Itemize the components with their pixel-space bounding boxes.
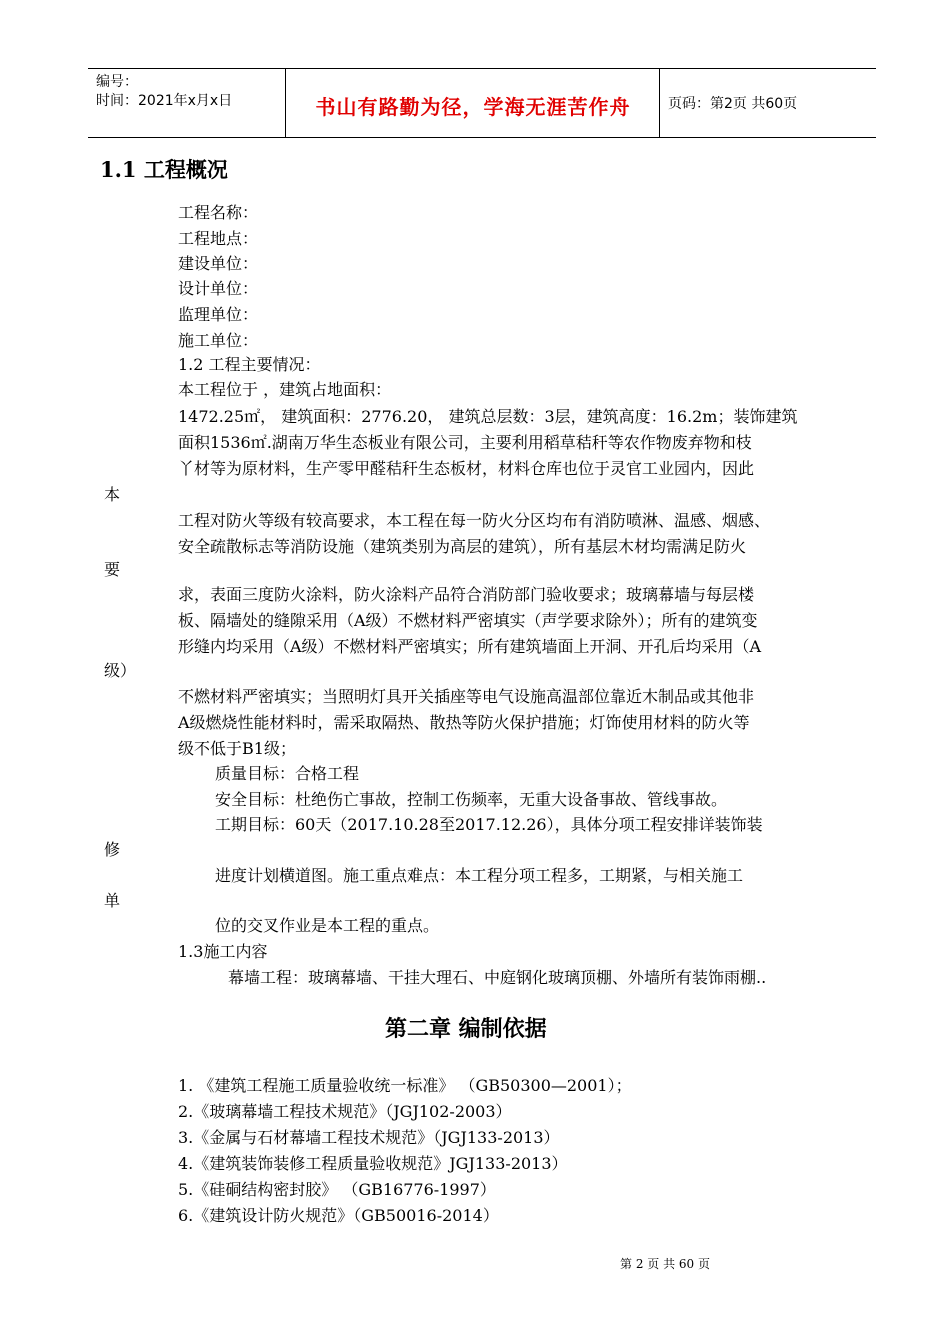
body-line: 板、隔墙处的缝隙采用（A级）不燃材料严密填实（声学要求除外）；所有的建筑变: [178, 611, 758, 630]
reference-item: 1. 《建筑工程施工质量验收统一标准》 （GB50300—2001）；: [178, 1076, 632, 1095]
header-code-label: 编号：: [96, 74, 138, 90]
header-motto-cell: [286, 69, 660, 137]
goal-quality: 质量目标：合格工程: [215, 764, 360, 783]
header-time-label: 时间：2021年x月x日: [96, 93, 233, 109]
field-designer: 设计单位：: [178, 279, 259, 298]
body-line: 丫材等为原材料，生产零甲醛秸秆生态板材，材料仓库也位于灵官工业园内，因此: [178, 459, 755, 478]
body-line: 幕墙工程：玻璃幕墙、干挂大理石、中庭钢化玻璃顶棚、外墙所有装饰雨棚..: [228, 968, 767, 987]
margin-char: 级）: [104, 661, 137, 680]
body-line: 面积1536㎡.湖南万华生态板业有限公司，主要利用稻草秸秆等农作物废弃物和枝: [178, 433, 752, 452]
header-page-cell: [660, 69, 876, 137]
reference-item: 4.《建筑装饰装修工程质量验收规范》JGJ133-2013）: [178, 1154, 568, 1173]
goal-safety: 安全目标：杜绝伤亡事故，控制工伤频率，无重大设备事故、管线事故。: [215, 790, 728, 809]
footer-page-number: 第 2 页 共 60 页: [620, 1257, 710, 1271]
chapter-heading: 第二章 编制依据: [385, 1016, 547, 1042]
reference-item: 5.《硅硐结构密封胶》 （GB16776-1997）: [178, 1180, 496, 1199]
subheading-1-2: 1.2 工程主要情况：: [178, 355, 321, 374]
body-line: 不燃材料严密填实；当照明灯具开关插座等电气设施高温部位靠近木制品或其他非: [178, 687, 755, 706]
field-contractor: 施工单位：: [178, 331, 259, 350]
subheading-1-3: 1.3施工内容: [178, 942, 268, 961]
section-heading-1-1: 1.1 工程概况: [100, 157, 228, 182]
body-line: 工程对防火等级有较高要求，本工程在每一防火分区均布有消防喷淋、温感、烟感、: [178, 511, 771, 530]
body-line: 安全疏散标志等消防设施（建筑类别为高层的建筑），所有基层木材均需满足防火: [178, 537, 747, 556]
field-supervisor: 监理单位：: [178, 305, 259, 324]
margin-char: 本: [104, 485, 121, 504]
reference-item: 6.《建筑设计防火规范》（GB50016-2014）: [178, 1206, 499, 1225]
body-line: 形缝内均采用（A级）不燃材料严密填实；所有建筑墙面上开洞、开孔后均采用（A: [178, 637, 762, 656]
body-line: 求，表面三度防火涂料，防火涂料产品符合消防部门验收要求；玻璃幕墙与每层楼: [178, 585, 755, 604]
margin-char: 修: [104, 840, 121, 859]
field-owner: 建设单位：: [178, 254, 259, 273]
margin-char: 单: [104, 891, 121, 910]
body-line: A级燃烧性能材料时，需采取隔热、散热等防火保护措施；灯饰使用材料的防火等: [178, 713, 750, 732]
body-line: 1472.25㎡， 建筑面积：2776.20， 建筑总层数：3层，建筑高度：16.2m；装饰建筑: [178, 407, 798, 426]
body-line: 级不低于B1级；: [178, 739, 296, 758]
header-motto: 书山有路勤为径，学海无涯苦作舟: [315, 95, 631, 119]
body-line: 进度计划横道图。施工重点难点：本工程分项工程多，工期紧，与相关施工: [215, 866, 744, 885]
field-project-name: 工程名称：: [178, 203, 259, 222]
body-line: 位的交叉作业是本工程的重点。: [215, 916, 440, 935]
page-header: [88, 68, 876, 138]
reference-item: 3.《金属与石材幕墙工程技术规范》（JGJ133-2013）: [178, 1128, 560, 1147]
header-info-cell: [88, 69, 286, 137]
reference-item: 2.《玻璃幕墙工程技术规范》（JGJ102-2003）: [178, 1102, 512, 1121]
margin-char: 要: [104, 560, 121, 579]
body-line: 本工程位于 ，建筑占地面积：: [178, 380, 392, 399]
field-project-location: 工程地点：: [178, 229, 259, 248]
goal-schedule: 工期目标：60天（2017.10.28至2017.12.26），具体分项工程安排详装饰装: [215, 815, 763, 834]
header-page-label: 页码：第2页 共60页: [668, 96, 798, 112]
